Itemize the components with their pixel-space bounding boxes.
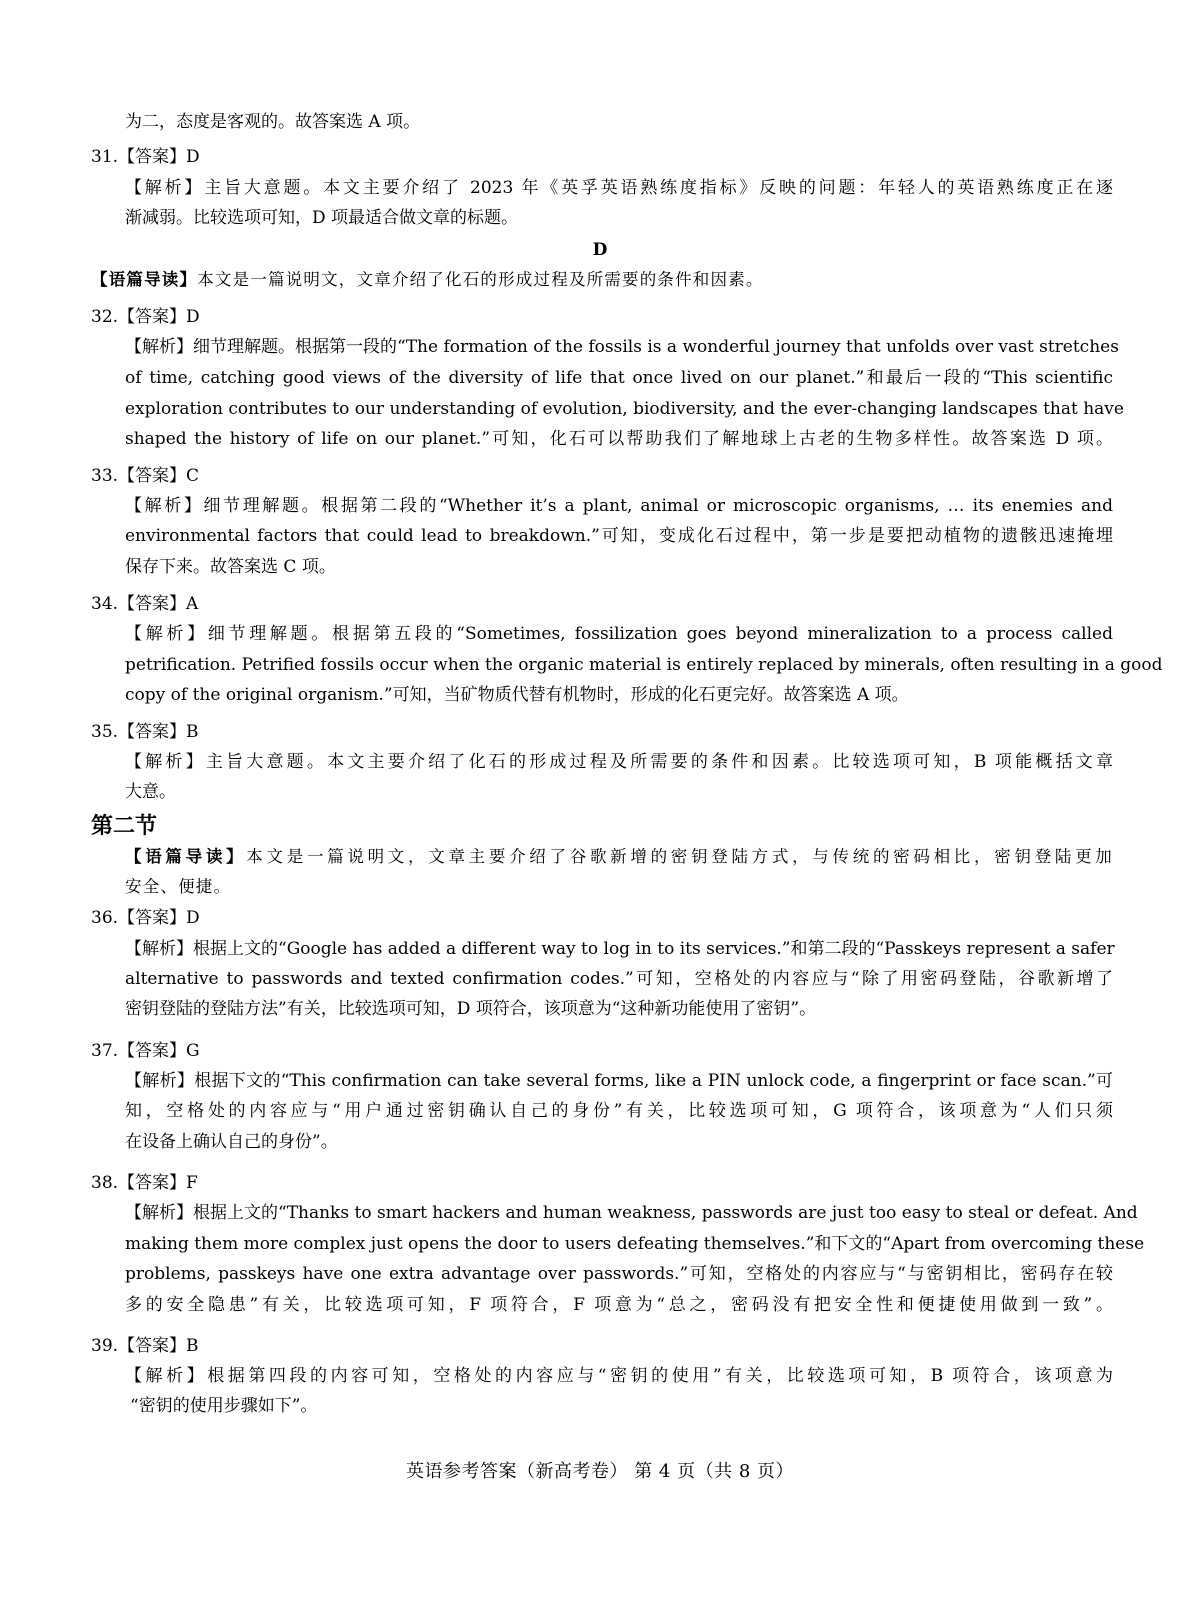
q31-answer: 31.【答案】D — [91, 147, 200, 167]
reading-guide-text: 本文是一篇说明文，文章主要介绍了谷歌新增的密钥登陆方式，与传统的密码相比，密钥登陆更加 — [246, 847, 1113, 866]
q33-analysis-line: 【解析】细节理解题。根据第二段的“Whether it’s a plant, animal or microscopic organisms, … its enemies and — [125, 496, 1113, 516]
q37-answer: 37.【答案】G — [91, 1041, 200, 1061]
q34-analysis-line: 【解析】细节理解题。根据第五段的“Sometimes, fossilization goes beyond mineralization to a process called — [125, 624, 1113, 644]
continuation-text: 为二，态度是客观的。故答案选 A 项。 — [125, 112, 421, 132]
q32-analysis-line: exploration contributes to our understanding of evolution, biodiversity, and the ever-changing landscapes that have — [125, 399, 1124, 419]
q39-answer: 39.【答案】B — [91, 1336, 199, 1356]
q39-analysis-line: 【解析】根据第四段的内容可知，空格处的内容应与“密钥的使用”有关，比较选项可知，B 项符合，该项意为 — [125, 1366, 1113, 1386]
q38-analysis-line: 多的安全隐患”有关，比较选项可知，F 项符合，F 项意为“总之，密码没有把安全性和便捷使用做到一致”。 — [125, 1295, 1113, 1315]
q33-answer: 33.【答案】C — [91, 466, 200, 486]
q39-analysis-line: “密钥的使用步骤如下”。 — [130, 1396, 318, 1416]
q36-analysis-line: 【解析】根据上文的“Google has added a different way to log in to its services.”和第二段的“Passkeys represent a safer — [125, 939, 1115, 959]
q37-analysis-line: 在设备上确认自己的身份”。 — [125, 1132, 338, 1152]
q32-analysis-line: of time, catching good views of the diversity of life that once lived on our planet.”和最后一段的“This scientific — [125, 368, 1113, 388]
section-two-title: 第二节 — [91, 813, 158, 839]
q32-analysis-line: shaped the history of life on our planet.”可知，化石可以帮助我们了解地球上古老的生物多样性。故答案选 D 项。 — [125, 429, 1113, 449]
q33-analysis-line: 保存下来。故答案选 C 项。 — [125, 557, 336, 577]
q32-answer: 32.【答案】D — [91, 307, 200, 327]
q35-analysis-line: 【解析】主旨大意题。本文主要介绍了化石的形成过程及所需要的条件和因素。比较选项可知，B 项能概括文章 — [125, 752, 1113, 772]
reading-guide-label: 【语篇导读】 — [91, 270, 198, 289]
page-footer: 英语参考答案（新高考卷） 第 4 页（共 8 页） — [405, 1461, 794, 1482]
section-two-reading-guide — [125, 846, 1113, 868]
q38-analysis-line: making them more complex just opens the door to users defeating themselves.”和下文的“Apart from overcoming these — [125, 1234, 1145, 1254]
q37-analysis-line: 【解析】根据下文的“This confirmation can take several forms, like a PIN unlock code, a fingerprint or face scan.”可 — [125, 1071, 1113, 1091]
q34-analysis-line: petrification. Petrified fossils occur when the organic material is entirely replaced by minerals, often resulting in a good — [125, 655, 1163, 675]
q32-analysis-line: 【解析】细节理解题。根据第一段的“The formation of the fossils is a wonderful journey that unfolds over vast stretches — [125, 337, 1119, 357]
q38-analysis-line: problems, passkeys have one extra advantage over passwords.”可知，空格处的内容应与“与密钥相比，密码存在较 — [125, 1264, 1113, 1284]
reading-guide-label: 【语篇导读】 — [125, 847, 247, 866]
q33-analysis-line: environmental factors that could lead to breakdown.”可知，变成化石过程中，第一步是要把动植物的遗骸迅速掩埋 — [125, 526, 1113, 546]
q36-answer: 36.【答案】D — [91, 908, 200, 928]
section-d-reading-guide — [91, 269, 764, 291]
q34-answer: 34.【答案】A — [91, 594, 199, 614]
q34-analysis-line: copy of the original organism.”可知，当矿物质代替有机物时，形成的化石更完好。故答案选 A 项。 — [125, 685, 909, 705]
q35-answer: 35.【答案】B — [91, 722, 199, 742]
q36-analysis-line: 密钥登陆的登陆方法”有关，比较选项可知，D 项符合，该项意为“这种新功能使用了密钥”。 — [125, 999, 817, 1019]
q37-analysis-line: 知，空格处的内容应与“用户通过密钥确认自己的身份”有关，比较选项可知，G 项符合，该项意为“人们只须 — [125, 1101, 1113, 1121]
q36-analysis-line: alternative to passwords and texted confirmation codes.”可知，空格处的内容应与“除了用密码登陆，谷歌新增了 — [125, 969, 1113, 989]
reading-guide-text: 本文是一篇说明文，文章介绍了化石的形成过程及所需要的条件和因素。 — [197, 270, 764, 289]
q35-analysis-line: 大意。 — [125, 782, 176, 802]
q38-answer: 38.【答案】F — [91, 1173, 198, 1193]
q31-analysis-line: 【解析】主旨大意题。本文主要介绍了 2023 年《英孚英语熟练度指标》反映的问题：年轻人的英语熟练度正在逐 — [125, 178, 1113, 198]
section-d-heading: D — [592, 240, 608, 260]
section-two-reading-guide-cont: 安全、便捷。 — [125, 877, 232, 896]
q31-analysis-line: 渐减弱。比较选项可知，D 项最适合做文章的标题。 — [125, 208, 519, 228]
q38-analysis-line: 【解析】根据上文的“Thanks to smart hackers and human weakness, passwords are just too easy to steal or defeat. And — [125, 1203, 1138, 1223]
